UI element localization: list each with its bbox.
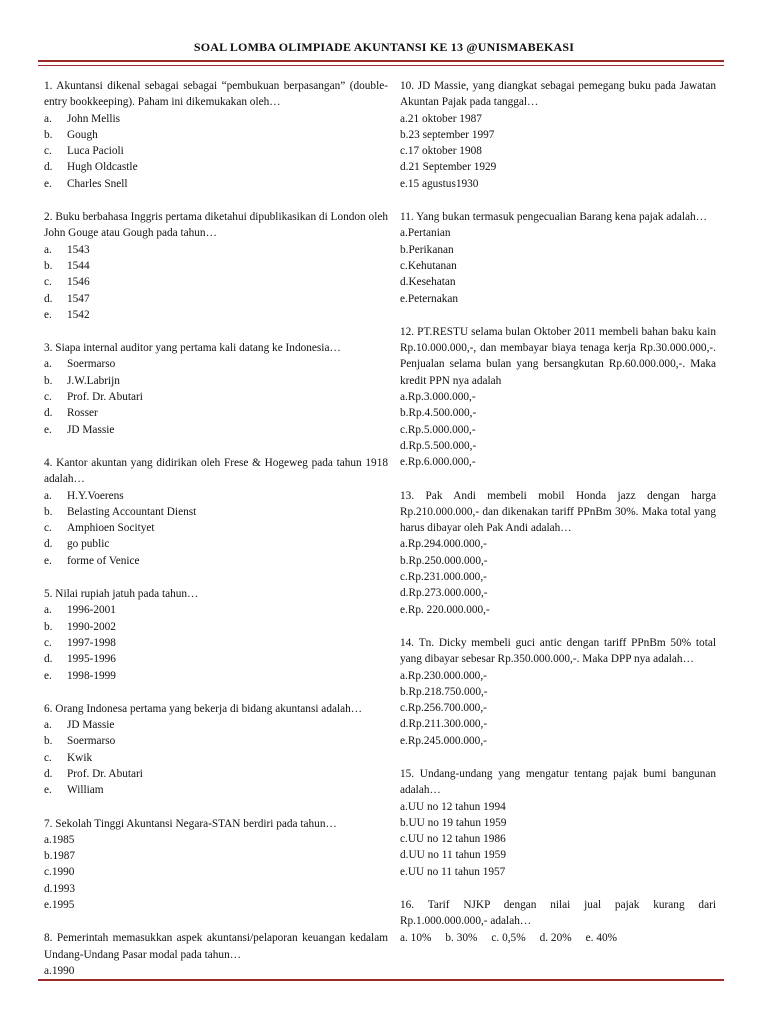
option-text: Rp.231.000.000,- [407,571,487,584]
question-text: 13. Pak Andi membeli mobil Honda jazz dengan harga Rp.210.000.000,- dan dikenakan tariff PPnBm 30%. Maka total yang harus dibayar oleh Pak Andi adalah… [400,489,716,535]
answer-option [44,619,388,635]
answer-option [400,700,716,716]
option-text: 0,5% [502,931,526,944]
option-text: Prof. Dr. Abutari [67,391,143,404]
answer-option [44,864,388,880]
option-text: Rp.5.500.000,- [408,439,477,452]
question-text: 10. JD Massie, yang diangkat sebagai pemegang buku pada Jawatan Akuntan Pajak pada tanggal… [400,80,716,109]
option-letter: d. [400,849,409,862]
option-text: 1993 [52,882,76,895]
question-block [400,635,716,749]
option-text: Peternakan [407,292,459,305]
option-text: UU no 19 tahun 1959 [408,816,507,829]
option-text: 15 agustus1930 [407,177,479,190]
answer-option [44,127,388,143]
option-text: 1543 [67,243,90,256]
option-letter: b. [44,505,53,518]
option-text: 1544 [67,259,90,272]
answer-option [44,897,388,913]
option-letter: e. [400,292,408,305]
option-text: Rp.245.000.000,- [407,734,487,747]
answer-option [44,668,388,684]
option-letter: e. [44,308,52,321]
option-letter: a. [400,538,408,551]
answer-option [44,602,388,618]
answer-option [400,831,716,847]
option-letter: e. [585,931,597,944]
option-letter: b. [44,259,53,272]
option-letter: c. [400,145,408,158]
option-letter: a. [44,833,52,846]
option-text: Rp.256.700.000,- [407,702,487,715]
answer-option [540,930,572,946]
option-letter: d. [44,292,53,305]
answer-option [44,291,388,307]
answer-option [445,930,477,946]
answer-option [400,799,716,815]
option-text: Kwik [67,751,93,764]
option-text: Rp. 220.000.000,- [407,603,490,616]
question-block [44,930,388,979]
question-block [44,340,388,438]
option-letter: b. [400,128,409,141]
option-letter: c. [44,866,52,879]
option-text: Perikanan [408,243,454,256]
option-text: Rp.218.750.000,- [408,685,488,698]
option-letter: a. [44,964,52,977]
option-text: Belasting Accountant Dienst [67,505,197,518]
answer-options-row [400,930,716,946]
option-text: 1547 [67,292,90,305]
answer-option [44,176,388,192]
question-text: 4. Kantor akuntan yang didirikan oleh Frese & Hogeweg pada tahun 1918 adalah… [44,456,388,486]
answer-option [44,258,388,274]
option-text: UU no 12 tahun 1986 [407,833,506,846]
answer-option [44,832,388,848]
header-rule-thick [38,60,724,62]
option-text: 1995 [51,899,75,912]
option-letter: c. [400,571,408,584]
option-letter: c. [44,276,52,289]
question-block [400,324,716,471]
header-rule-thin [38,65,724,66]
option-letter: a. [44,719,52,732]
option-letter: d. [400,587,409,600]
answer-option [400,536,716,552]
option-text: 40% [596,931,618,944]
question-block [44,455,388,569]
answer-option [400,127,716,143]
option-text: 30% [456,931,478,944]
question-text: 8. Pemerintah memasukkan aspek akuntansi/pelaporan keuangan kedalam Undang-Undang Pasar modal pada tahun… [44,932,388,961]
answer-option [586,930,617,946]
option-letter: b. [44,735,53,748]
option-letter: d. [44,767,53,780]
option-letter: a. [44,112,52,125]
option-text: H.Y.Voerens [67,489,124,502]
question-text: 16. Tarif NJKP dengan nilai jual pajak kurang dari Rp.1.000.000.000,- adalah… [400,899,716,928]
option-letter: d. [44,653,53,666]
option-letter: e. [44,423,52,436]
option-letter: c. [400,833,408,846]
option-letter: a. [400,227,408,240]
option-letter: c. [400,702,408,715]
option-text: Rp.3.000.000,- [407,391,476,404]
answer-option [400,864,716,880]
option-text: 21 September 1929 [408,161,497,174]
answer-option [44,635,388,651]
option-letter: e. [44,784,52,797]
option-text: JD Massie [67,423,115,436]
answer-option [400,225,716,241]
answer-option [400,242,716,258]
option-letter: a. [400,391,408,404]
option-text: 1990 [51,866,75,879]
answer-option [44,750,388,766]
question-block [400,897,716,946]
option-text: 1996-2001 [67,604,116,617]
option-letter: e. [400,456,408,469]
option-letter: c. [491,931,503,944]
answer-option [44,881,388,897]
option-text: 17 oktober 1908 [407,145,482,158]
answer-option [400,405,716,421]
option-text: Rp.4.500.000,- [408,407,477,420]
question-text: 12. PT.RESTU selama bulan Oktober 2011 membeli bahan baku kain Rp.10.000.000,-, dan membayar biaya tenaga kerja Rp.30.000.000,-. Penjualan selama bulan yang bersangkutan Rp.60.000.000,-. Maka kredit PPN nya adalah [400,325,716,387]
footer-rule [38,979,724,981]
option-letter: a. [400,669,408,682]
option-letter: e. [400,177,408,190]
option-text: go public [67,538,110,551]
option-text: 1990 [51,964,75,977]
question-block [44,209,388,323]
answer-option [400,668,716,684]
option-letter: a. [400,112,408,125]
option-text: J.W.Labrijn [67,374,120,387]
answer-option [44,717,388,733]
option-letter: c. [400,259,408,272]
option-text: UU no 11 tahun 1957 [407,865,506,878]
option-text: Rp.211.300.000,- [408,718,488,731]
answer-option [44,963,388,979]
answer-option [400,716,716,732]
answer-option [44,111,388,127]
option-text: 1990-2002 [67,620,116,633]
option-text: 1997-1998 [67,636,116,649]
option-letter: c. [400,423,408,436]
question-text: 14. Tn. Dicky membeli guci antic dengan tariff PPnBm 50% total yang dibayar sebesar Rp.350.000.000,-. Maka DPP nya adalah… [400,636,716,666]
question-text: 15. Undang-undang yang mengatur tentang pajak bumi bangunan adalah… [400,767,716,797]
option-letter: b. [44,620,53,633]
option-letter: c. [44,522,52,535]
question-block [400,78,716,192]
option-letter: a. [44,604,52,617]
option-text: 1546 [67,276,90,289]
option-letter: b. [400,243,409,256]
option-letter: e. [400,734,408,747]
option-letter: d. [539,931,551,944]
option-letter: b. [400,816,409,829]
option-text: Soermarso [67,358,116,371]
option-letter: b. [400,685,409,698]
option-letter: d. [44,161,53,174]
question-block [44,816,388,914]
answer-option [44,389,388,405]
option-text: 1995-1996 [67,653,116,666]
question-text: 6. Orang Indonesa pertama yang bekerja di bidang akuntansi adalah… [44,702,363,715]
option-text: Kehutanan [407,259,457,272]
answer-option [44,536,388,552]
option-text: 20% [550,931,572,944]
option-letter: a. [44,243,52,256]
answer-option [44,405,388,421]
option-text: Prof. Dr. Abutari [67,767,143,780]
option-text: Pertanian [407,227,451,240]
question-text: 1. Akuntansi dikenal sebagai sebagai “pembukuan berpasangan” (double-entry bookkeeping). Paham ini dikemukakan oleh… [44,80,388,109]
option-text: Rp.273.000.000,- [408,587,488,600]
answer-option [44,733,388,749]
option-letter: d. [44,538,53,551]
answer-option [400,143,716,159]
question-text: 2. Buku berbahasa Inggris pertama diketahui dipublikasikan di London oleh John Gouge atau Gough pada tahun… [44,211,388,240]
option-letter: c. [44,751,52,764]
answer-option [400,847,716,863]
question-block [44,701,388,799]
option-text: Amphioen Socityet [67,522,155,535]
option-text: Hugh Oldcastle [67,161,138,174]
option-text: Rp.250.000.000,- [408,554,488,567]
question-block [400,766,716,880]
option-letter: a. [400,800,408,813]
question-block [400,209,716,307]
option-letter: d. [400,276,409,289]
question-text: 3. Siapa internal auditor yang pertama kali datang ke Indonesia… [44,342,341,355]
option-text: 1542 [67,308,90,321]
option-letter: a. [44,358,52,371]
answer-option [44,274,388,290]
option-letter: b. [445,931,457,944]
left-question-column [44,78,388,996]
answer-option [400,422,716,438]
option-text: forme of Venice [67,554,140,567]
option-text: Luca Pacioli [67,145,124,158]
answer-option [400,585,716,601]
answer-option [400,159,716,175]
option-text: JD Massie [67,719,115,732]
option-text: 1987 [52,850,76,863]
option-text: Kesehatan [408,276,456,289]
option-letter: e. [400,603,408,616]
right-question-column [400,78,716,963]
option-letter: d. [400,718,409,731]
option-letter: b. [44,128,53,141]
question-block [400,488,716,618]
option-letter: b. [400,407,409,420]
option-text: 1998-1999 [67,669,116,682]
answer-option [400,274,716,290]
option-text: Rp.5.000.000,- [407,423,476,436]
option-letter: b. [44,374,53,387]
option-letter: b. [400,554,409,567]
option-letter: d. [44,407,53,420]
answer-option [44,782,388,798]
answer-option [44,143,388,159]
option-text: 21 oktober 1987 [407,112,482,125]
answer-option [400,258,716,274]
answer-option [44,242,388,258]
question-block [44,78,388,192]
answer-option [400,569,716,585]
option-text: Charles Snell [67,177,128,190]
answer-option [44,504,388,520]
option-text: UU no 12 tahun 1994 [407,800,506,813]
option-letter: e. [44,899,52,912]
answer-option [44,488,388,504]
option-text: UU no 11 tahun 1959 [408,849,506,862]
answer-option [44,373,388,389]
answer-option [400,815,716,831]
question-text: 5. Nilai rupiah jatuh pada tahun… [44,588,199,601]
answer-option [400,389,716,405]
answer-option [44,422,388,438]
option-text: Soermarso [67,735,116,748]
option-letter: c. [44,391,52,404]
option-text: Gough [67,128,98,141]
answer-option [44,307,388,323]
option-letter: c. [44,636,52,649]
question-text: 11. Yang bukan termasuk pengecualian Barang kena pajak adalah… [400,211,708,224]
answer-option [400,930,431,946]
option-letter: a. [400,931,411,944]
answer-option [44,651,388,667]
option-text: William [67,784,104,797]
option-letter: e. [44,177,52,190]
answer-option [44,159,388,175]
answer-option [400,602,716,618]
answer-option [44,848,388,864]
answer-option [44,766,388,782]
option-letter: d. [44,882,53,895]
answer-option [400,291,716,307]
answer-option [400,438,716,454]
answer-option [491,930,525,946]
option-text: Rp.6.000.000,- [407,456,476,469]
option-letter: d. [400,161,409,174]
option-text: Rp.294.000.000,- [407,538,487,551]
answer-option [400,553,716,569]
option-text: 23 september 1997 [408,128,495,141]
question-text: 7. Sekolah Tinggi Akuntansi Negara-STAN berdiri pada tahun… [44,817,337,830]
option-letter: d. [400,439,409,452]
answer-option [400,684,716,700]
option-text: John Mellis [67,112,121,125]
answer-option [44,520,388,536]
question-block [44,586,388,684]
option-text: 10% [410,931,432,944]
option-text: 1985 [51,833,75,846]
option-letter: e. [400,865,408,878]
answer-option [400,454,716,470]
answer-option [44,356,388,372]
option-letter: e. [44,669,52,682]
answer-option [400,111,716,127]
answer-option [44,553,388,569]
option-letter: a. [44,489,52,502]
page-title: SOAL LOMBA OLIMPIADE AKUNTANSI KE 13 @UNISMABEKASI [193,40,575,54]
option-letter: c. [44,145,52,158]
option-letter: e. [44,554,52,567]
option-text: Rosser [67,407,98,420]
option-text: Rp.230.000.000,- [407,669,487,682]
option-letter: b. [44,850,53,863]
answer-option [400,733,716,749]
answer-option [400,176,716,192]
